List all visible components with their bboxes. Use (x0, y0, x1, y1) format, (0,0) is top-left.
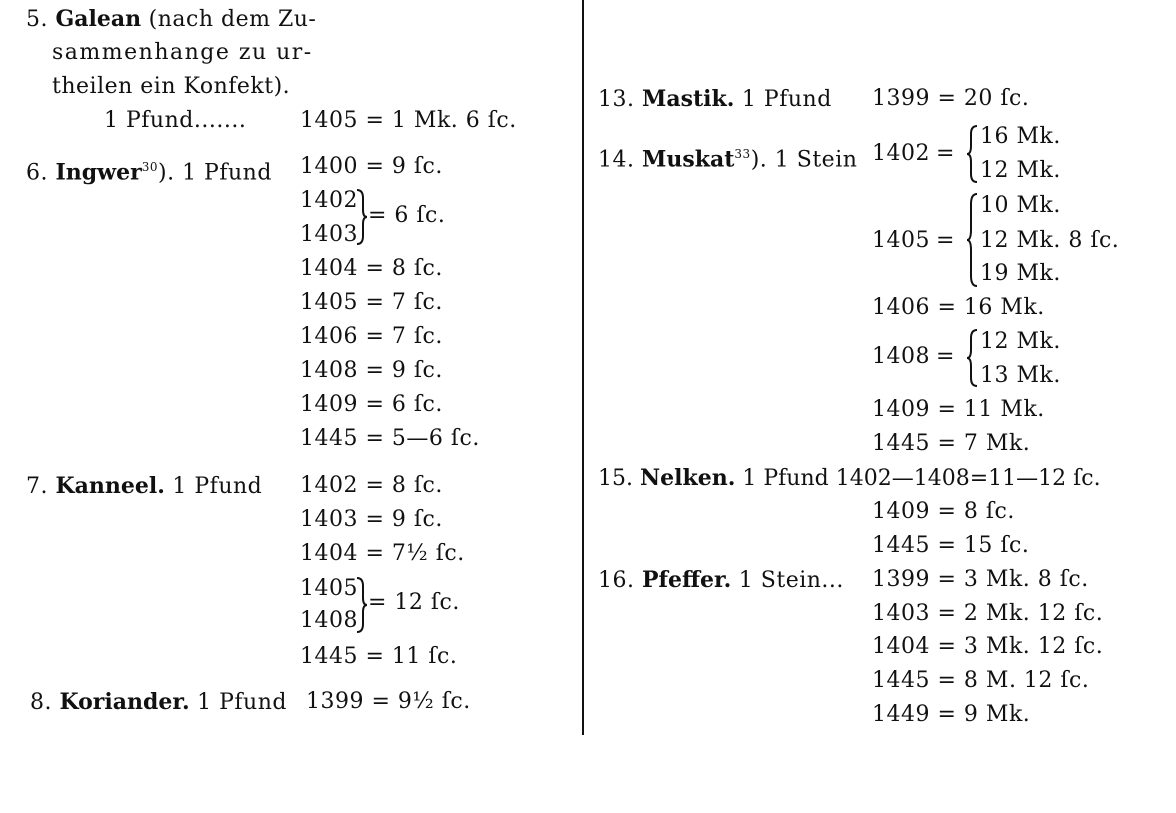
price-year: 1400 (300, 154, 358, 179)
price-value: 16 Mk. (980, 124, 1061, 149)
price-year: 1402 (300, 188, 358, 213)
price-row (872, 431, 1030, 457)
price-year: 1405 (872, 228, 930, 253)
entry-name: Pfeffer. (642, 567, 732, 593)
entry-unit: 1 Pfund....... (104, 108, 247, 133)
entry-description: (nach dem Zu- (148, 7, 317, 32)
price-year: 1404 (872, 634, 930, 659)
price-value: = 9½ ſc. (371, 689, 471, 714)
entry-description: theilen ein Konfekt). (52, 74, 291, 99)
price-year: 1408 (300, 358, 358, 383)
price-value: 12 Mk. (980, 329, 1061, 354)
entry-8-header (30, 689, 287, 716)
price-value: 12 Mk. 8 ſc. (980, 228, 1120, 253)
entry-unit: 1 Pfund (172, 474, 263, 499)
price-row (306, 689, 471, 715)
entry-unit: 1 Pfund (741, 87, 832, 112)
price-year: 1402 (872, 141, 930, 166)
price-value: 12 Mk. (980, 158, 1061, 183)
price-value: = 15 ſc. (937, 533, 1030, 558)
price-value: = 11 Mk. (937, 397, 1045, 422)
price-value: = 5—6 ſc. (365, 426, 480, 451)
entry-name: Galean (55, 6, 142, 32)
price-value: = 9 Mk. (937, 702, 1031, 727)
price-year: 1399 (872, 86, 930, 111)
price-range: 1402—1408=11—12 ſc. (835, 466, 1101, 491)
price-row (872, 668, 1089, 694)
footnote-ref: 30 (141, 160, 158, 174)
price-value: = 2 Mk. 12 ſc. (937, 601, 1104, 626)
entry-name: Kanneel. (55, 473, 165, 499)
price-year: 1405 (300, 290, 358, 315)
price-year: 1399 (872, 567, 930, 592)
price-value: = 16 Mk. (937, 295, 1045, 320)
entry-number: 6. (26, 160, 48, 186)
right-brace (355, 576, 369, 634)
price-year: 1404 (300, 541, 358, 566)
price-value: = 7½ ſc. (365, 541, 465, 566)
price-row (300, 108, 517, 134)
entry-number: 5. (26, 7, 48, 32)
entry-14-header (598, 141, 857, 173)
entry-name: Muskat (642, 146, 735, 173)
price-year: 1445 (300, 644, 358, 669)
price-value: = 9 ſc. (365, 507, 443, 532)
column-divider (582, 0, 584, 735)
entry-number: 14. (598, 147, 635, 173)
grouped-price: = 12 ſc. (368, 590, 460, 615)
entry-unit: 1 Pfund (197, 690, 287, 715)
price-year: 1406 (300, 324, 358, 349)
price-row (872, 702, 1030, 728)
price-value: = 9 ſc. (365, 154, 443, 179)
price-year: 1399 (306, 689, 364, 714)
right-brace (355, 188, 369, 246)
entry-name: Koriander. (59, 689, 190, 715)
price-year: 1403 (872, 601, 930, 626)
price-row (300, 290, 443, 316)
price-year: 1403 (300, 222, 358, 247)
entry-name: Nelken. (640, 465, 736, 491)
price-value: = 7 ſc. (365, 290, 443, 315)
entry-unit: 1 Stein... (738, 568, 844, 593)
price-year: 1445 (872, 431, 930, 456)
entry-15-header (598, 465, 1101, 492)
price-year: 1449 (872, 702, 930, 727)
price-row (300, 644, 457, 670)
price-value: 13 Mk. (980, 363, 1061, 388)
footnote-close: ). (750, 147, 768, 173)
entry-number: 13. (598, 87, 635, 112)
price-row (872, 86, 1029, 112)
price-row (872, 295, 1045, 321)
price-year: 1406 (872, 295, 930, 320)
price-value: = 9 ſc. (365, 358, 443, 383)
price-equals: = (936, 344, 955, 369)
price-row (872, 567, 1089, 593)
price-row (300, 507, 443, 533)
price-year: 1409 (300, 392, 358, 417)
entry-13-header (598, 86, 832, 113)
price-year: 1402 (300, 473, 358, 498)
price-row (872, 533, 1029, 559)
price-row (872, 601, 1103, 627)
price-value: = 20 ſc. (937, 86, 1030, 111)
price-row (300, 358, 443, 384)
price-value: = 8 ſc. (365, 256, 443, 281)
price-value: = 6 ſc. (365, 392, 443, 417)
price-year: 1408 (300, 608, 358, 633)
price-year: 1408 (872, 344, 930, 369)
price-value: 10 Mk. (980, 193, 1061, 218)
price-row (300, 154, 443, 180)
price-year: 1404 (300, 256, 358, 281)
price-year: 1409 (872, 397, 930, 422)
price-value: = 11 ſc. (365, 644, 458, 669)
entry-5-line-1 (26, 6, 316, 33)
price-value: = 3 Mk. 12 ſc. (937, 634, 1104, 659)
price-value: = 7 ſc. (365, 324, 443, 349)
price-value: = 8 ſc. (937, 499, 1015, 524)
price-row (872, 634, 1103, 660)
price-year: 1409 (872, 499, 930, 524)
left-brace (965, 124, 979, 184)
entry-number: 16. (598, 568, 635, 593)
price-value: = 3 Mk. 8 ſc. (937, 567, 1089, 592)
price-year: 1405 (300, 576, 358, 601)
entry-7-header (26, 473, 262, 500)
entry-name: Ingwer (55, 159, 142, 186)
price-year: 1445 (300, 426, 358, 451)
price-year: 1445 (872, 668, 930, 693)
left-brace (965, 328, 979, 388)
left-brace (965, 192, 979, 288)
price-year: 1445 (872, 533, 930, 558)
footnote-close: ). (157, 160, 175, 186)
entry-number: 15. (598, 466, 633, 491)
price-value: = 8 M. 12 ſc. (937, 668, 1090, 693)
price-equals: = (936, 228, 955, 253)
price-year: 1405 (300, 108, 358, 133)
entry-number: 8. (30, 690, 52, 715)
price-value: 19 Mk. (980, 261, 1061, 286)
footnote-ref: 33 (734, 147, 751, 161)
price-row (300, 392, 443, 418)
price-year: 1403 (300, 507, 358, 532)
price-row (872, 499, 1015, 525)
entry-6-header (26, 154, 272, 186)
price-value: = 1 Mk. 6 ſc. (365, 108, 517, 133)
price-value: = 8 ſc. (365, 473, 443, 498)
entry-unit: 1 Pfund (182, 160, 272, 186)
entry-number: 7. (26, 474, 48, 499)
entry-name: Mastik. (642, 86, 735, 112)
entry-unit: 1 Stein (774, 147, 858, 173)
price-row (300, 256, 443, 282)
price-equals: = (936, 141, 955, 166)
price-row (300, 324, 443, 350)
price-row (300, 541, 465, 567)
price-value: = 7 Mk. (937, 431, 1031, 456)
grouped-price: = 6 ſc. (368, 203, 446, 228)
entry-16-header (598, 567, 844, 594)
price-row (300, 426, 480, 452)
price-row (872, 397, 1045, 423)
entry-unit: 1 Pfund (742, 466, 829, 491)
entry-description: sammenhange zu ur- (52, 40, 313, 65)
price-row (300, 473, 443, 499)
